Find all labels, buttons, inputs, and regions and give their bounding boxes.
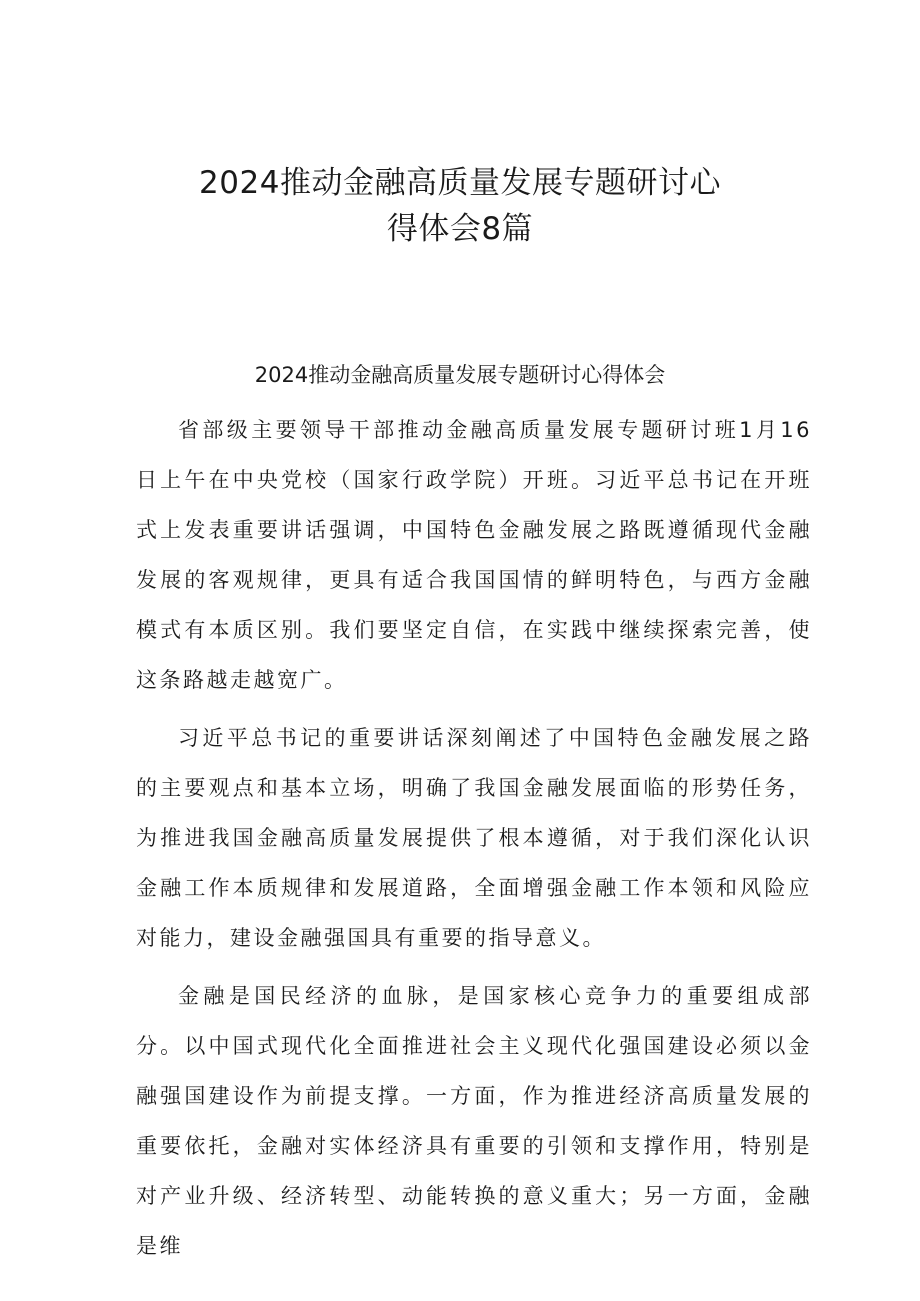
document-title-line-1: 2024推动金融高质量发展专题研讨心 bbox=[199, 165, 721, 201]
paragraph-1: 省部级主要领导干部推动金融高质量发展专题研讨班1月16日上午在中央党校（国家行政学院）开班。习近平总书记在开班式上发表重要讲话强调，中国特色金融发展之路既遵循现代金融发展的客观规律，更具有适合我国国情的鲜明特色，与西方金融模式有本质区别。我们要坚定自信，在实践中继续探索完善，使这条路越走越宽广。 bbox=[136, 418, 812, 692]
document-title bbox=[140, 160, 780, 252]
paragraph-2: 习近平总书记的重要讲话深刻阐述了中国特色金融发展之路的主要观点和基本立场，明确了我国金融发展面临的形势任务，为推进我国金融高质量发展提供了根本遵循，对于我们深化认识金融工作本质规律和发展道路，全面增强金融工作本领和风险应对能力，建设金融强国具有重要的指导意义。 bbox=[136, 726, 812, 950]
section-heading: 2024推动金融高质量发展专题研讨心得体会 bbox=[254, 363, 666, 387]
paragraph-3: 金融是国民经济的血脉，是国家核心竞争力的重要组成部分。以中国式现代化全面推进社会主义现代化强国建设必须以金融强国建设作为前提支撑。一方面，作为推进经济高质量发展的重要依托，金融对实体经济具有重要的引领和支撑作用，特别是对产业升级、经济转型、动能转换的意义重大；另一方面，金融是维 bbox=[136, 984, 812, 1258]
document-body bbox=[136, 405, 812, 1279]
document-title-line-2: 得体会8篇 bbox=[386, 211, 534, 247]
